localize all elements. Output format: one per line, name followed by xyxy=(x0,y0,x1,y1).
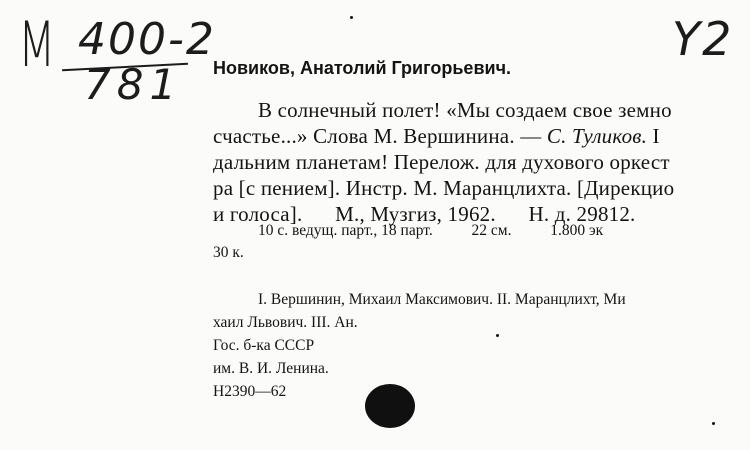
shelf-mark-letter: M xyxy=(18,8,56,81)
library-subname: им. В. И. Ленина. xyxy=(213,360,329,377)
tracings-line-2: хаил Львович. III. Ан. xyxy=(213,314,358,331)
description-text: дальним планетам! Перелож. для духового оркест xyxy=(213,150,670,174)
corner-handwritten-mark: Y2 xyxy=(672,12,734,66)
shelf-mark-subnumber: 781 xyxy=(84,60,183,109)
description-text: I xyxy=(647,124,660,148)
imprint-text: и голоса]. М., Музгиз, 1962. Н. д. 29812. xyxy=(213,202,636,226)
card-code: Н2390—62 xyxy=(213,383,287,400)
description-line-3 xyxy=(213,150,670,175)
composer-name: С. Туликов. xyxy=(546,124,648,148)
description-line-1 xyxy=(258,98,672,123)
description-text: ра [с пением]. Инстр. М. Маранцлихта. [Дирекцио xyxy=(213,176,675,200)
tracings-line-1: I. Вершинин, Михаил Максимович. II. Маранцлихт, Ми xyxy=(258,291,626,308)
physical-description: 10 с. ведущ. парт., 18 парт. 22 см. 1.800 эк xyxy=(258,222,604,239)
speck-mark xyxy=(350,16,353,19)
punch-hole xyxy=(365,384,415,428)
library-name: Гос. б-ка СССР xyxy=(213,337,315,354)
description-text: счастье...» Слова М. Вершинина. — xyxy=(213,124,547,148)
speck-mark xyxy=(496,334,499,337)
description-text: В солнечный полет! «Мы создаем свое земно xyxy=(258,98,672,122)
price: 30 к. xyxy=(213,244,244,261)
description-line-4 xyxy=(213,176,674,201)
shelf-mark-number: 400-2 xyxy=(78,14,216,65)
speck-mark xyxy=(712,422,715,425)
author-heading: Новиков, Анатолий Григорьевич. xyxy=(213,58,512,78)
description-line-2 xyxy=(213,124,660,149)
